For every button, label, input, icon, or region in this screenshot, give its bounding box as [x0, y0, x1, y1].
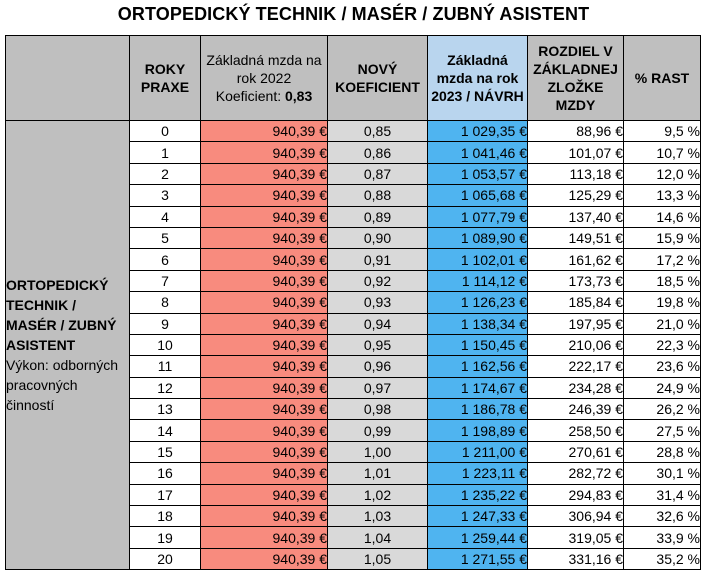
cell-growth: 35,2 %	[624, 548, 701, 569]
cell-years: 0	[130, 121, 201, 142]
cell-new-salary: 1 065,68 €	[428, 185, 528, 206]
header-growth: % RAST	[624, 36, 701, 121]
cell-years: 12	[130, 377, 201, 398]
cell-new-salary: 1 029,35 €	[428, 121, 528, 142]
cell-growth: 31,4 %	[624, 484, 701, 505]
cell-new-salary: 1 186,78 €	[428, 399, 528, 420]
cell-coefficient: 0,91	[328, 249, 428, 270]
cell-base-salary: 940,39 €	[201, 142, 328, 163]
page-title: ORTOPEDICKÝ TECHNIK / MASÉR / ZUBNÝ ASISTENT	[117, 4, 590, 24]
table-body	[6, 121, 701, 570]
cell-years: 13	[130, 399, 201, 420]
cell-years: 14	[130, 420, 201, 441]
cell-coefficient: 0,89	[328, 206, 428, 227]
cell-base-salary: 940,39 €	[201, 206, 328, 227]
cell-difference: 270,61 €	[528, 441, 624, 462]
cell-coefficient: 0,87	[328, 163, 428, 184]
cell-years: 19	[130, 527, 201, 548]
cell-coefficient: 0,92	[328, 270, 428, 291]
cell-base-salary: 940,39 €	[201, 227, 328, 248]
cell-growth: 19,8 %	[624, 292, 701, 313]
side-label-description: Výkon: odborných pracovných činností	[6, 357, 119, 414]
cell-coefficient: 0,88	[328, 185, 428, 206]
cell-base-salary: 940,39 €	[201, 506, 328, 527]
cell-new-salary: 1 114,12 €	[428, 270, 528, 291]
header-base-salary-text: Základná mzda na rok 2022	[206, 52, 322, 86]
cell-coefficient: 0,97	[328, 377, 428, 398]
cell-difference: 294,83 €	[528, 484, 624, 505]
cell-new-salary: 1 259,44 €	[428, 527, 528, 548]
cell-growth: 32,6 %	[624, 506, 701, 527]
cell-growth: 12,0 %	[624, 163, 701, 184]
cell-coefficient: 0,94	[328, 313, 428, 334]
cell-base-salary: 940,39 €	[201, 185, 328, 206]
cell-coefficient: 0,98	[328, 399, 428, 420]
cell-coefficient: 0,99	[328, 420, 428, 441]
side-label-title: ORTOPEDICKÝ TECHNIK / MASÉR / ZUBNÝ ASISTENT	[6, 277, 117, 354]
cell-coefficient: 0,95	[328, 334, 428, 355]
cell-years: 7	[130, 270, 201, 291]
cell-new-salary: 1 150,45 €	[428, 334, 528, 355]
cell-years: 3	[130, 185, 201, 206]
cell-difference: 234,28 €	[528, 377, 624, 398]
cell-difference: 222,17 €	[528, 356, 624, 377]
cell-base-salary: 940,39 €	[201, 334, 328, 355]
cell-difference: 319,05 €	[528, 527, 624, 548]
cell-years: 20	[130, 548, 201, 569]
cell-new-salary: 1 162,56 €	[428, 356, 528, 377]
cell-difference: 101,07 €	[528, 142, 624, 163]
cell-base-salary: 940,39 €	[201, 163, 328, 184]
cell-coefficient: 1,04	[328, 527, 428, 548]
cell-difference: 161,62 €	[528, 249, 624, 270]
cell-coefficient: 1,02	[328, 484, 428, 505]
cell-growth: 26,2 %	[624, 399, 701, 420]
side-label	[6, 121, 130, 570]
cell-base-salary: 940,39 €	[201, 377, 328, 398]
cell-years: 6	[130, 249, 201, 270]
cell-base-salary: 940,39 €	[201, 249, 328, 270]
cell-new-salary: 1 089,90 €	[428, 227, 528, 248]
cell-years: 16	[130, 463, 201, 484]
cell-base-salary: 940,39 €	[201, 313, 328, 334]
cell-growth: 13,3 %	[624, 185, 701, 206]
cell-difference: 197,95 €	[528, 313, 624, 334]
cell-new-salary: 1 223,11 €	[428, 463, 528, 484]
cell-coefficient: 1,05	[328, 548, 428, 569]
cell-difference: 282,72 €	[528, 463, 624, 484]
cell-new-salary: 1 041,46 €	[428, 142, 528, 163]
cell-difference: 149,51 €	[528, 227, 624, 248]
cell-base-salary: 940,39 €	[201, 356, 328, 377]
cell-base-salary: 940,39 €	[201, 399, 328, 420]
cell-base-salary: 940,39 €	[201, 548, 328, 569]
cell-years: 2	[130, 163, 201, 184]
cell-base-salary: 940,39 €	[201, 441, 328, 462]
cell-growth: 10,7 %	[624, 142, 701, 163]
cell-coefficient: 0,96	[328, 356, 428, 377]
cell-base-salary: 940,39 €	[201, 527, 328, 548]
cell-difference: 210,06 €	[528, 334, 624, 355]
cell-years: 1	[130, 142, 201, 163]
cell-growth: 18,5 %	[624, 270, 701, 291]
cell-years: 4	[130, 206, 201, 227]
header-base-salary	[201, 36, 328, 121]
salary-table	[5, 35, 701, 570]
cell-coefficient: 1,00	[328, 441, 428, 462]
cell-years: 8	[130, 292, 201, 313]
header-difference: ROZDIEL V ZÁKLADNEJ ZLOŽKE MZDY	[528, 36, 624, 121]
cell-years: 15	[130, 441, 201, 462]
cell-difference: 246,39 €	[528, 399, 624, 420]
header-empty-cell	[6, 36, 130, 121]
cell-difference: 173,73 €	[528, 270, 624, 291]
cell-new-salary: 1 053,57 €	[428, 163, 528, 184]
cell-years: 17	[130, 484, 201, 505]
cell-new-salary: 1 102,01 €	[428, 249, 528, 270]
header-base-coef-value: 0,83	[285, 88, 313, 104]
cell-difference: 88,96 €	[528, 121, 624, 142]
cell-difference: 331,16 €	[528, 548, 624, 569]
cell-difference: 125,29 €	[528, 185, 624, 206]
cell-growth: 24,9 %	[624, 377, 701, 398]
cell-difference: 113,18 €	[528, 163, 624, 184]
cell-growth: 22,3 %	[624, 334, 701, 355]
cell-coefficient: 0,93	[328, 292, 428, 313]
cell-coefficient: 0,86	[328, 142, 428, 163]
cell-growth: 28,8 %	[624, 441, 701, 462]
cell-coefficient: 1,03	[328, 506, 428, 527]
header-base-coef-label: Koeficient:	[215, 88, 282, 104]
cell-base-salary: 940,39 €	[201, 484, 328, 505]
cell-base-salary: 940,39 €	[201, 270, 328, 291]
cell-growth: 30,1 %	[624, 463, 701, 484]
cell-base-salary: 940,39 €	[201, 420, 328, 441]
cell-coefficient: 1,01	[328, 463, 428, 484]
cell-new-salary: 1 211,00 €	[428, 441, 528, 462]
cell-base-salary: 940,39 €	[201, 121, 328, 142]
header-new-coefficient: NOVÝ KOEFICIENT	[328, 36, 428, 121]
cell-years: 5	[130, 227, 201, 248]
cell-new-salary: 1 235,22 €	[428, 484, 528, 505]
cell-coefficient: 0,85	[328, 121, 428, 142]
cell-coefficient: 0,90	[328, 227, 428, 248]
cell-new-salary: 1 174,67 €	[428, 377, 528, 398]
cell-base-salary: 940,39 €	[201, 292, 328, 313]
header-years: ROKY PRAXE	[130, 36, 201, 121]
cell-new-salary: 1 247,33 €	[428, 506, 528, 527]
cell-difference: 306,94 €	[528, 506, 624, 527]
cell-years: 11	[130, 356, 201, 377]
header-new-salary: Základná mzda na rok 2023 / NÁVRH	[428, 36, 528, 121]
cell-growth: 9,5 %	[624, 121, 701, 142]
cell-new-salary: 1 138,34 €	[428, 313, 528, 334]
cell-new-salary: 1 271,55 €	[428, 548, 528, 569]
cell-growth: 14,6 %	[624, 206, 701, 227]
cell-growth: 23,6 %	[624, 356, 701, 377]
cell-years: 18	[130, 506, 201, 527]
table-row	[6, 121, 701, 142]
cell-years: 10	[130, 334, 201, 355]
cell-growth: 15,9 %	[624, 227, 701, 248]
cell-years: 9	[130, 313, 201, 334]
cell-new-salary: 1 126,23 €	[428, 292, 528, 313]
cell-difference: 258,50 €	[528, 420, 624, 441]
cell-difference: 137,40 €	[528, 206, 624, 227]
cell-growth: 17,2 %	[624, 249, 701, 270]
cell-growth: 33,9 %	[624, 527, 701, 548]
header-row	[6, 36, 701, 121]
cell-growth: 27,5 %	[624, 420, 701, 441]
cell-base-salary: 940,39 €	[201, 463, 328, 484]
cell-new-salary: 1 198,89 €	[428, 420, 528, 441]
cell-new-salary: 1 077,79 €	[428, 206, 528, 227]
cell-difference: 185,84 €	[528, 292, 624, 313]
cell-growth: 21,0 %	[624, 313, 701, 334]
